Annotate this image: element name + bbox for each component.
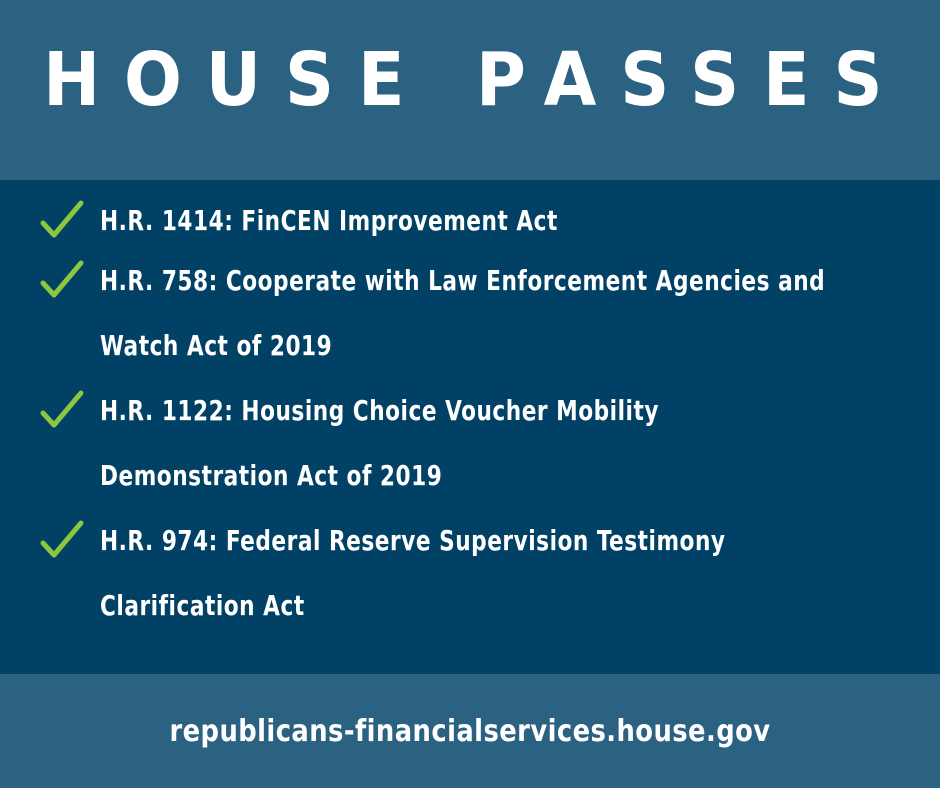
page-title: HOUSE PASSES bbox=[43, 37, 907, 123]
bill-title bbox=[100, 508, 930, 638]
bill-title-line: H.R. 1122: Housing Choice Voucher Mobility bbox=[100, 394, 660, 427]
bill-title bbox=[100, 248, 930, 378]
bill-title-line: H.R. 758: Cooperate with Law Enforcement Agencies and bbox=[100, 264, 826, 297]
bill-title-line: Watch Act of 2019 bbox=[100, 329, 333, 362]
bill-title-line: H.R. 1414: FinCEN Improvement Act bbox=[100, 204, 558, 237]
check-icon bbox=[40, 519, 84, 563]
check-icon bbox=[40, 389, 84, 433]
bill-list bbox=[0, 180, 940, 674]
bill-title-line: Clarification Act bbox=[100, 589, 305, 622]
header-band bbox=[0, 0, 940, 180]
footer-band bbox=[0, 674, 940, 788]
bill-title-line: Demonstration Act of 2019 bbox=[100, 459, 443, 492]
check-icon bbox=[40, 259, 84, 303]
website-link[interactable]: republicans-financialservices.house.gov bbox=[169, 714, 771, 749]
bill-title bbox=[100, 188, 930, 253]
bill-title bbox=[100, 378, 930, 508]
bill-title-line: H.R. 974: Federal Reserve Supervision Testimony bbox=[100, 524, 726, 557]
check-icon bbox=[40, 199, 84, 243]
